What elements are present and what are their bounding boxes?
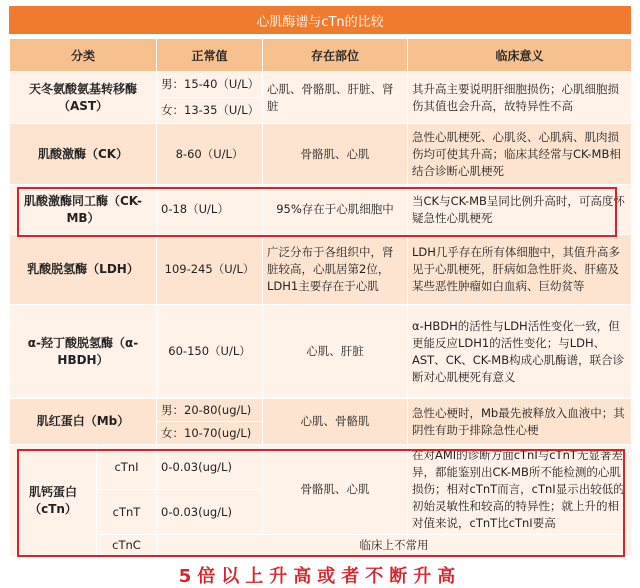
footer-note: 5倍以上升高或者不断升高 bbox=[178, 566, 462, 587]
header-significance: 临床意义 bbox=[408, 39, 632, 72]
significance-ckmb: 当CK与CK-MB呈同比例升高时，可高度怀疑急性心肌梗死 bbox=[408, 185, 632, 235]
table-row bbox=[10, 185, 632, 235]
normal-mb-female: 女：10-70(ug/L) bbox=[157, 422, 263, 445]
significance-ctn: 在对AMI的诊断方面cTnI与cTnT无显著差异，都能鉴别出CK-MB所不能检测的心肌损伤；相对cTnT而言，cTnI显示出较低的初始灵敏性和较高的特异性；就上升的相对值来说，cTnT比cTnI要高 bbox=[408, 445, 632, 535]
location-mb: 心肌、骨骼肌 bbox=[263, 399, 408, 445]
significance-ast: 其升高主要说明肝细胞损伤；心肌细胞损伤其值也会升高，故特异性不高 bbox=[408, 72, 632, 124]
normal-ast-female: 女：13-35（U/L） bbox=[157, 98, 263, 124]
normal-ck: 8-60（U/L） bbox=[157, 124, 263, 185]
location-hbdh: 心肌、肝脏 bbox=[263, 305, 408, 399]
significance-mb: 急性心梗时，Mb最先被释放入血液中；其阴性有助于排除急性心梗 bbox=[408, 399, 632, 445]
table-row bbox=[10, 124, 632, 185]
table-row bbox=[10, 235, 632, 305]
normal-ctni: 0-0.03(ug/L) bbox=[157, 445, 263, 490]
location-ast: 心肌、骨骼肌、肝脏、肾脏 bbox=[263, 72, 408, 124]
location-ctn: 骨骼肌、心肌 bbox=[263, 445, 408, 535]
normal-ctnt: 0-0.03(ug/L) bbox=[157, 490, 263, 535]
ctni-name: cTnI bbox=[97, 445, 157, 490]
significance-ldh: LDH几乎存在所有体细胞中，其值升高多见于心肌梗死，肝病如急性肝炎、肝癌及某些恶性肿瘤如白血病、巨幼贫等 bbox=[408, 235, 632, 305]
header-category: 分类 bbox=[10, 39, 157, 72]
row-name-ldh: 乳酸脱氢酶（LDH） bbox=[10, 235, 157, 305]
header-normal: 正常值 bbox=[157, 39, 263, 72]
normal-ast-male: 男：15-40（U/L） bbox=[157, 72, 263, 98]
header-location: 存在部位 bbox=[263, 39, 408, 72]
ctnc-name: cTnC bbox=[97, 535, 157, 557]
header-row bbox=[10, 39, 632, 72]
table-row bbox=[10, 72, 632, 98]
normal-ldh: 109-245（U/L） bbox=[157, 235, 263, 305]
location-ck: 骨骼肌、心肌 bbox=[263, 124, 408, 185]
row-name-ctn: 肌钙蛋白（cTn） bbox=[10, 445, 97, 557]
normal-ckmb: 0-18（U/L） bbox=[157, 185, 263, 235]
location-ldh: 广泛分布于各组织中，肾脏较高，心肌居第2位，LDH1主要存在于心肌 bbox=[263, 235, 408, 305]
significance-ck: 急性心肌梗死、心肌炎、心肌病、肌肉损伤均可使其升高；临床其经常与CK-MB相结合诊断心肌梗死 bbox=[408, 124, 632, 185]
normal-hbdh: 60-150（U/L） bbox=[157, 305, 263, 399]
row-name-mb: 肌红蛋白（Mb） bbox=[10, 399, 157, 445]
ctnc-note: 临床上不常用 bbox=[157, 535, 632, 557]
location-ckmb: 95%存在于心肌细胞中 bbox=[263, 185, 408, 235]
table-row bbox=[10, 535, 632, 557]
significance-hbdh: α-HBDH的活性与LDH活性变化一致，但更能反应LDH1的活性变化；与LDH、AST、CK、CK-MB构成心肌酶谱，联合诊断对心肌梗死有意义 bbox=[408, 305, 632, 399]
row-name-ast: 天冬氨酸氨基转移酶（AST） bbox=[10, 72, 157, 124]
table-title: 心肌酶谱与cTn的比较 bbox=[9, 6, 631, 34]
table-row bbox=[10, 305, 632, 399]
normal-mb-male: 男：20-80(ug/L) bbox=[157, 399, 263, 422]
row-name-ckmb: 肌酸激酶同工酶（CK-MB） bbox=[10, 185, 157, 235]
ctnt-name: cTnT bbox=[97, 490, 157, 535]
table-row bbox=[10, 445, 632, 490]
row-name-hbdh: α-羟丁酸脱氢酶（α-HBDH） bbox=[10, 305, 157, 399]
comparison-table bbox=[9, 38, 632, 557]
row-name-ck: 肌酸激酶（CK） bbox=[10, 124, 157, 185]
table-row bbox=[10, 399, 632, 422]
